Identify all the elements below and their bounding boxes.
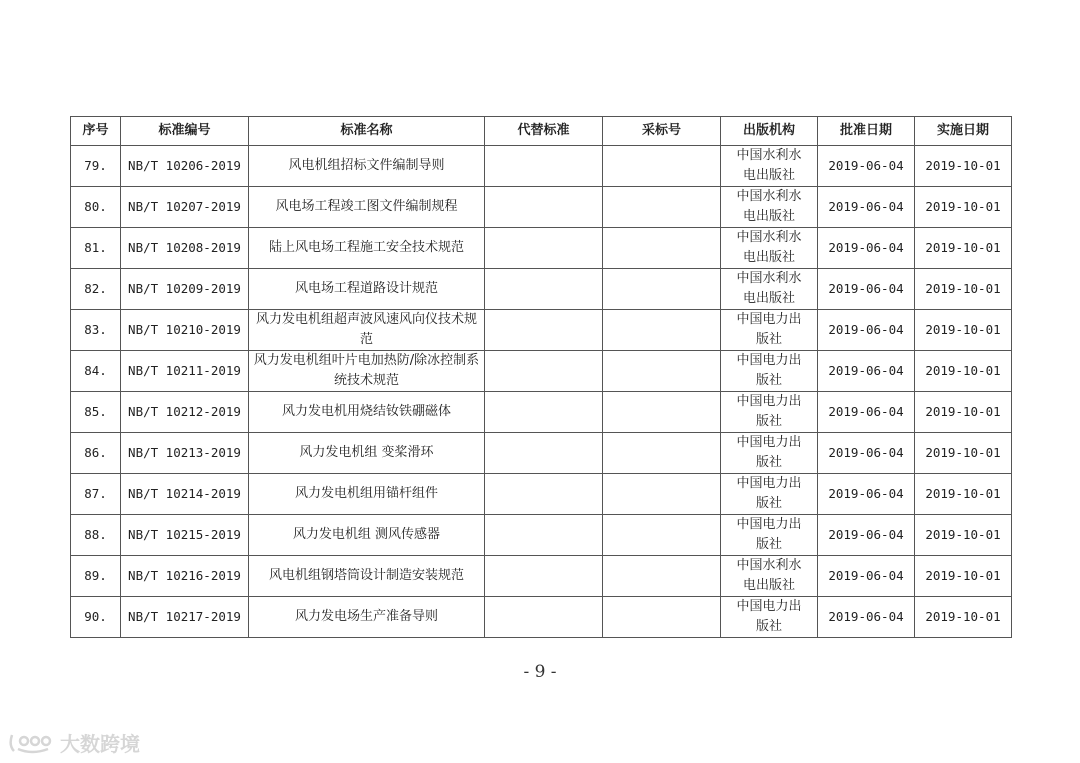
publisher-line: 版社 [755,496,782,511]
publisher-line: 中国电力出 [736,599,802,614]
cell-no: 83. [71,310,121,351]
cell-code: NB/T 10213-2019 [121,433,249,474]
cell-approved: 2019-06-04 [818,597,915,638]
cell-approved: 2019-06-04 [818,392,915,433]
cell-effective: 2019-10-01 [915,556,1012,597]
watermark-text: 大数跨境 [60,732,140,756]
cell-approved: 2019-06-04 [818,310,915,351]
cell-publisher [721,392,818,433]
table-row [71,146,1012,187]
cell-name: 风电场工程道路设计规范 [249,269,485,310]
cell-code: NB/T 10208-2019 [121,228,249,269]
cell-adopted [603,515,721,556]
cell-approved: 2019-06-04 [818,351,915,392]
table-row [71,310,1012,351]
cell-no: 81. [71,228,121,269]
cell-code: NB/T 10209-2019 [121,269,249,310]
cell-code: NB/T 10212-2019 [121,392,249,433]
cell-approved: 2019-06-04 [818,556,915,597]
cell-replaces [485,597,603,638]
publisher-line: 中国水利水 [736,558,802,573]
cell-replaces [485,474,603,515]
publisher-line: 版社 [755,537,782,552]
cell-adopted [603,474,721,515]
cell-publisher [721,515,818,556]
publisher-line: 中国水利水 [736,189,802,204]
cell-code: NB/T 10214-2019 [121,474,249,515]
cell-adopted [603,187,721,228]
cell-effective: 2019-10-01 [915,310,1012,351]
publisher-line: 中国电力出 [736,394,802,409]
cell-name: 风力发电机用烧结钕铁硼磁体 [249,392,485,433]
cell-replaces [485,392,603,433]
cell-adopted [603,228,721,269]
cell-no: 87. [71,474,121,515]
table-row [71,392,1012,433]
cell-name: 风电场工程竣工图文件编制规程 [249,187,485,228]
cell-publisher [721,351,818,392]
cell-replaces [485,269,603,310]
cell-code: NB/T 10207-2019 [121,187,249,228]
table-row [71,228,1012,269]
cell-effective: 2019-10-01 [915,228,1012,269]
cell-no: 80. [71,187,121,228]
cell-name: 风力发电机组 测风传感器 [249,515,485,556]
publisher-line: 版社 [755,332,782,347]
cell-approved: 2019-06-04 [818,187,915,228]
publisher-line: 电出版社 [742,291,795,306]
cell-code: NB/T 10210-2019 [121,310,249,351]
cell-effective: 2019-10-01 [915,146,1012,187]
cell-effective: 2019-10-01 [915,474,1012,515]
cell-approved: 2019-06-04 [818,228,915,269]
cell-replaces [485,556,603,597]
cell-adopted [603,433,721,474]
cell-publisher [721,597,818,638]
cell-effective: 2019-10-01 [915,269,1012,310]
publisher-line: 中国电力出 [736,312,802,327]
cell-code: NB/T 10215-2019 [121,515,249,556]
cell-no: 88. [71,515,121,556]
publisher-line: 版社 [755,455,782,470]
cell-adopted [603,556,721,597]
cell-no: 82. [71,269,121,310]
header-approved: 批准日期 [818,117,915,146]
cell-code: NB/T 10206-2019 [121,146,249,187]
cell-adopted [603,310,721,351]
publisher-line: 版社 [755,373,782,388]
cell-replaces [485,146,603,187]
table-row [71,351,1012,392]
cell-no: 90. [71,597,121,638]
cell-adopted [603,392,721,433]
cell-adopted [603,269,721,310]
cell-publisher [721,310,818,351]
publisher-line: 中国水利水 [736,148,802,163]
header-effective: 实施日期 [915,117,1012,146]
header-no: 序号 [71,117,121,146]
cell-name: 风电机组钢塔筒设计制造安装规范 [249,556,485,597]
cell-no: 86. [71,433,121,474]
publisher-line: 版社 [755,619,782,634]
header-replaces: 代替标准 [485,117,603,146]
cell-approved: 2019-06-04 [818,146,915,187]
cell-adopted [603,351,721,392]
table-header-row [71,117,1012,146]
cell-name: 风力发电机组 变桨滑环 [249,433,485,474]
cell-name: 风力发电机组超声波风速风向仪技术规范 [249,310,485,351]
publisher-line: 电出版社 [742,168,795,183]
cell-adopted [603,146,721,187]
cell-code: NB/T 10211-2019 [121,351,249,392]
cell-publisher [721,269,818,310]
table-row [71,474,1012,515]
publisher-line: 电出版社 [742,250,795,265]
publisher-line: 中国电力出 [736,517,802,532]
table-row [71,515,1012,556]
cell-approved: 2019-06-04 [818,433,915,474]
cell-adopted [603,597,721,638]
cell-name: 陆上风电场工程施工安全技术规范 [249,228,485,269]
table-row [71,597,1012,638]
cell-publisher [721,556,818,597]
cell-effective: 2019-10-01 [915,433,1012,474]
cell-publisher [721,146,818,187]
cell-publisher [721,228,818,269]
cell-code: NB/T 10216-2019 [121,556,249,597]
publisher-line: 电出版社 [742,209,795,224]
header-name: 标准名称 [249,117,485,146]
publisher-line: 中国电力出 [736,435,802,450]
header-adopted: 采标号 [603,117,721,146]
cell-publisher [721,474,818,515]
cell-no: 84. [71,351,121,392]
cell-no: 85. [71,392,121,433]
cell-name: 风力发电机组叶片电加热防/除冰控制系统技术规范 [249,351,485,392]
cell-approved: 2019-06-04 [818,269,915,310]
header-publisher: 出版机构 [721,117,818,146]
cell-approved: 2019-06-04 [818,515,915,556]
table-row [71,433,1012,474]
cell-approved: 2019-06-04 [818,474,915,515]
logo-icon [8,731,56,755]
cell-code: NB/T 10217-2019 [121,597,249,638]
cell-replaces [485,515,603,556]
publisher-line: 电出版社 [742,578,795,593]
table-row [71,556,1012,597]
publisher-line: 中国电力出 [736,476,802,491]
cell-publisher [721,433,818,474]
cell-name: 风力发电机组用锚杆组件 [249,474,485,515]
cell-effective: 2019-10-01 [915,187,1012,228]
cell-publisher [721,187,818,228]
cell-name: 风力发电场生产准备导则 [249,597,485,638]
publisher-line: 中国水利水 [736,271,802,286]
cell-no: 89. [71,556,121,597]
page-number: - 9 - [523,662,557,682]
cell-replaces [485,187,603,228]
watermark [8,728,140,757]
cell-effective: 2019-10-01 [915,515,1012,556]
cell-effective: 2019-10-01 [915,351,1012,392]
table-row [71,187,1012,228]
publisher-line: 中国水利水 [736,230,802,245]
cell-effective: 2019-10-01 [915,392,1012,433]
cell-replaces [485,433,603,474]
standards-table [70,116,1012,638]
cell-replaces [485,351,603,392]
cell-replaces [485,228,603,269]
table-row [71,269,1012,310]
publisher-line: 版社 [755,414,782,429]
publisher-line: 中国电力出 [736,353,802,368]
cell-effective: 2019-10-01 [915,597,1012,638]
cell-replaces [485,310,603,351]
cell-no: 79. [71,146,121,187]
header-code: 标准编号 [121,117,249,146]
cell-name: 风电机组招标文件编制导则 [249,146,485,187]
